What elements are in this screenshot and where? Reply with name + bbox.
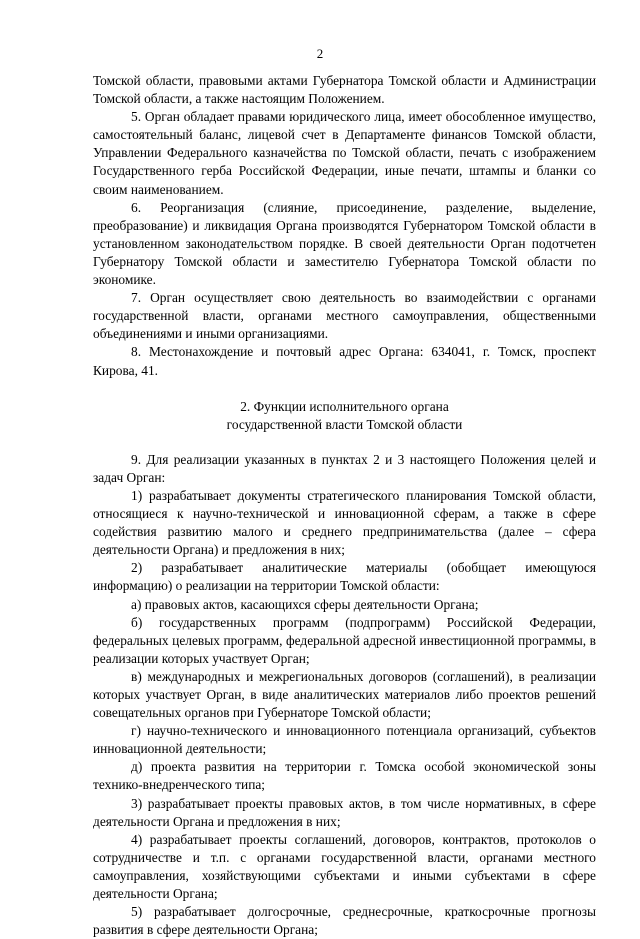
paragraph: г) научно-технического и инновационного потенциала организаций, субъектов инновационной деятельности; [93,723,596,757]
paragraph: 2) разрабатывает аналитические материалы (обобщает имеющуюся информацию) о реализации на территории Томской области: [93,560,596,594]
paragraph: 1) разрабатывает документы стратегического планирования Томской области, относящиеся к научно-технической и инновационной сферам, а также в сфере содействия развитию малого и среднего предпринимательства (далее – сфера деятельности Органа) и предложения в них; [93,487,596,558]
paragraphs-top [93,72,596,380]
section-heading-line-1: 2. Функции исполнительного органа [240,398,449,414]
section-heading-line-2: государственной власти Томской области [226,416,463,432]
page-number: 2 [316,46,324,61]
paragraph: 5. Орган обладает правами юридического лица, имеет обособленное имущество, самостоятельный баланс, лицевой счет в Департаменте финансов Томской области, Управлении Федерального казначейства по Томской области, печать с изображением Государственного герба Российской Федерации, иные печати, штампы и бланки со своим наименованием. [93,109,596,197]
paragraph: в) международных и межрегиональных договоров (соглашений), в реализации которых участвует Орган, в виде аналитических материалов либо проектов решений совещательных органов при Губернаторе Томской области; [93,668,596,721]
paragraph: 6. Реорганизация (слияние, присоединение, разделение, выделение, преобразование) и ликвидация Органа производятся Губернатором Томской области в установленном законодательством порядке. В своей деятельности Орган подотчетен Губернатору Томской области и заместителю Губернатора Томской области по экономике. [93,199,596,288]
paragraph: 4) разрабатывает проекты соглашений, договоров, контрактов, протоколов о сотрудничестве и т.п. с органами государственной власти, органами местного самоуправления, хозяйствующими субъектами и иными субъектами в сфере деятельности Органа; [93,831,596,902]
paragraph: Томской области, правовыми актами Губернатора Томской области и Администрации Томской области, а также настоящим Положением. [93,73,596,107]
section-heading [93,398,596,434]
paragraph: б) государственных программ (подпрограмм) Российской Федерации, федеральных целевых программ, федеральной адресной инвестиционной программы, в реализации которых участвует Орган; [93,614,596,666]
paragraph: д) проекта развития на территории г. Томска особой экономической зоны технико-внедренческого типа; [93,759,596,793]
paragraph: 9. Для реализации указанных в пунктах 2 и 3 настоящего Положения целей и задач Орган: [93,451,596,485]
paragraph: 3) разрабатывает проекты правовых актов, в том числе нормативных, в сфере деятельности Органа и предложения в них; [93,795,596,829]
paragraph: 7. Орган осуществляет свою деятельность во взаимодействии с органами государственной власти, органами местного самоуправления, общественными объединениями и иными организациями. [93,290,596,342]
paragraph: 5) разрабатывает долгосрочные, среднесрочные, краткосрочные прогнозы развития в сфере деятельности Органа; [93,904,596,938]
paragraph: а) правовых актов, касающихся сферы деятельности Органа; [131,596,479,612]
paragraph: 8. Местонахождение и почтовый адрес Органа: 634041, г. Томск, проспект Кирова, 41. [93,344,596,378]
document-body [93,72,596,939]
paragraphs-bottom [93,451,596,939]
